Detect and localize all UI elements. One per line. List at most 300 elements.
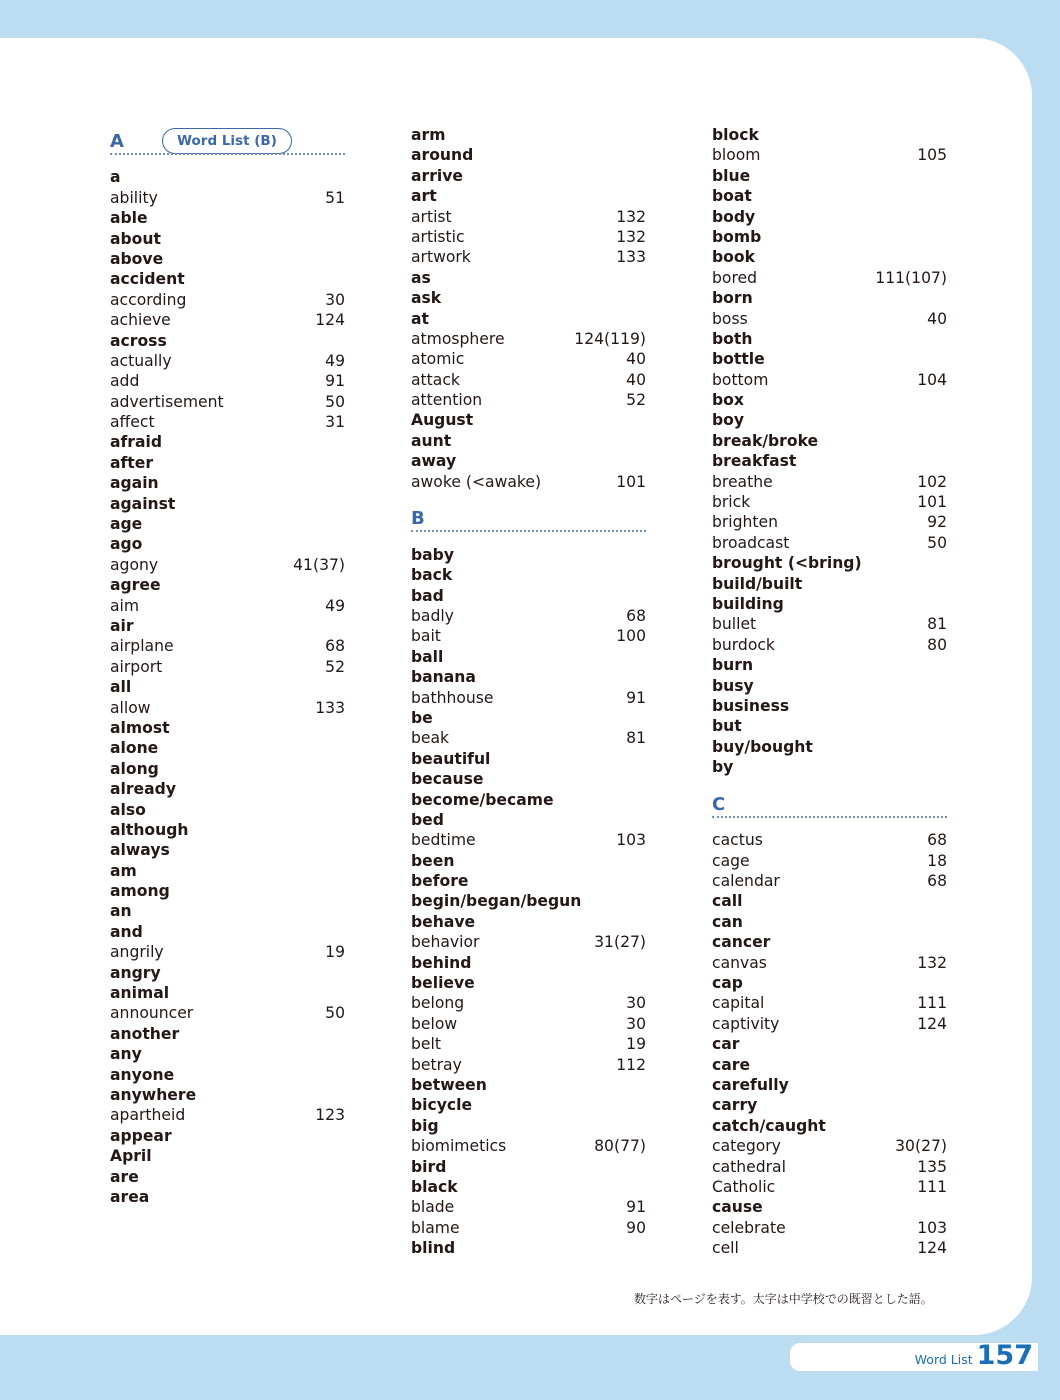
word-text: allow bbox=[110, 698, 151, 717]
word-text: canvas bbox=[712, 953, 767, 972]
word-entry bbox=[411, 953, 646, 973]
word-entry bbox=[712, 871, 947, 891]
word-entry bbox=[110, 759, 345, 779]
word-entry bbox=[411, 993, 646, 1013]
word-text: appear bbox=[110, 1126, 172, 1145]
section-heading bbox=[110, 125, 345, 155]
page-ref: 31 bbox=[325, 413, 345, 432]
word-text: air bbox=[110, 616, 134, 635]
word-text: always bbox=[110, 841, 170, 860]
word-entry bbox=[712, 891, 947, 911]
word-entry bbox=[712, 1075, 947, 1095]
word-entry bbox=[110, 188, 345, 208]
word-entry bbox=[411, 912, 646, 932]
word-text: boss bbox=[712, 309, 748, 328]
word-text: above bbox=[110, 249, 164, 268]
word-entry bbox=[411, 370, 646, 390]
word-text: betray bbox=[411, 1055, 462, 1074]
word-entry bbox=[411, 769, 646, 789]
word-text: breathe bbox=[712, 472, 773, 491]
word-entry bbox=[110, 840, 345, 860]
word-entry bbox=[110, 575, 345, 595]
page-ref: 81 bbox=[626, 729, 646, 748]
word-text: April bbox=[110, 1147, 152, 1166]
word-entry bbox=[411, 1075, 646, 1095]
word-entry bbox=[712, 125, 947, 145]
word-entry bbox=[110, 269, 345, 289]
word-entry bbox=[110, 514, 345, 534]
word-entry bbox=[110, 453, 345, 473]
word-text: below bbox=[411, 1014, 458, 1033]
page-ref: 101 bbox=[616, 472, 646, 491]
word-entry bbox=[411, 728, 646, 748]
word-entry bbox=[712, 370, 947, 390]
word-entry bbox=[712, 288, 947, 308]
word-entry bbox=[110, 432, 345, 452]
footer-label: Word List bbox=[914, 1352, 973, 1367]
page-ref: 111(107) bbox=[875, 268, 947, 287]
word-text: belt bbox=[411, 1035, 441, 1054]
word-entry bbox=[110, 698, 345, 718]
word-entry bbox=[712, 851, 947, 871]
word-text: captivity bbox=[712, 1014, 780, 1033]
word-entry bbox=[712, 431, 947, 451]
legend-note: 数字はページを表す。太字は中学校での既習とした語。 bbox=[634, 1292, 933, 1306]
word-entry bbox=[110, 1044, 345, 1064]
word-entry bbox=[712, 655, 947, 675]
word-entry bbox=[411, 1055, 646, 1075]
word-text: back bbox=[411, 566, 453, 585]
word-entry bbox=[712, 1014, 947, 1034]
word-entry bbox=[411, 349, 646, 369]
word-text: blue bbox=[712, 166, 751, 185]
word-entry bbox=[712, 227, 947, 247]
section-heading bbox=[712, 788, 947, 818]
page-ref: 133 bbox=[315, 698, 345, 717]
word-text: among bbox=[110, 882, 170, 901]
word-entry bbox=[411, 810, 646, 830]
word-text: ability bbox=[110, 188, 158, 207]
page-ref: 41(37) bbox=[293, 555, 345, 574]
word-text: burn bbox=[712, 656, 754, 675]
page-ref: 102 bbox=[917, 472, 947, 491]
word-text: bird bbox=[411, 1157, 447, 1176]
section-letter: B bbox=[411, 508, 425, 530]
word-text: according bbox=[110, 290, 187, 309]
word-text: behave bbox=[411, 912, 476, 931]
word-entry bbox=[110, 1187, 345, 1207]
word-text: by bbox=[712, 758, 734, 777]
page-ref: 112 bbox=[616, 1055, 646, 1074]
word-text: beautiful bbox=[411, 749, 491, 768]
word-entry bbox=[411, 166, 646, 186]
word-text: building bbox=[712, 594, 784, 613]
word-text: behavior bbox=[411, 933, 480, 952]
word-text: big bbox=[411, 1116, 439, 1135]
word-entry bbox=[110, 1105, 345, 1125]
word-entry bbox=[712, 410, 947, 430]
page-ref: 19 bbox=[325, 943, 345, 962]
word-entry bbox=[110, 820, 345, 840]
word-text: artistic bbox=[411, 227, 465, 246]
word-text: boat bbox=[712, 187, 752, 206]
word-entry bbox=[110, 1146, 345, 1166]
word-entry bbox=[110, 657, 345, 677]
word-entry bbox=[712, 1034, 947, 1054]
page-ref: 52 bbox=[626, 391, 646, 410]
word-text: any bbox=[110, 1045, 142, 1064]
word-entry bbox=[712, 145, 947, 165]
word-text: arrive bbox=[411, 166, 463, 185]
word-list-label: Word List (B) bbox=[162, 128, 292, 154]
word-entry bbox=[110, 1003, 345, 1023]
word-entry bbox=[712, 166, 947, 186]
word-entry bbox=[411, 145, 646, 165]
word-entry bbox=[110, 800, 345, 820]
word-entry bbox=[110, 351, 345, 371]
word-text: almost bbox=[110, 718, 170, 737]
word-text: cap bbox=[712, 974, 743, 993]
word-text: because bbox=[411, 770, 484, 789]
word-entry bbox=[411, 626, 646, 646]
word-entry bbox=[712, 635, 947, 655]
word-text: all bbox=[110, 678, 132, 697]
word-text: across bbox=[110, 331, 167, 350]
word-text: accident bbox=[110, 270, 185, 289]
word-entry bbox=[712, 1055, 947, 1075]
page-ref: 105 bbox=[917, 146, 947, 165]
word-text: born bbox=[712, 289, 753, 308]
page-ref: 124(119) bbox=[574, 329, 646, 348]
word-entry bbox=[411, 451, 646, 471]
word-text: another bbox=[110, 1024, 180, 1043]
word-entry bbox=[411, 667, 646, 687]
word-entry bbox=[411, 749, 646, 769]
word-text: cactus bbox=[712, 831, 763, 850]
word-entry bbox=[411, 390, 646, 410]
word-text: add bbox=[110, 372, 140, 391]
page-ref: 30 bbox=[626, 1014, 646, 1033]
word-entry bbox=[411, 891, 646, 911]
word-text: become/became bbox=[411, 790, 554, 809]
word-entry bbox=[712, 1136, 947, 1156]
word-entry bbox=[110, 412, 345, 432]
word-text: banana bbox=[411, 668, 476, 687]
word-text: aim bbox=[110, 596, 140, 615]
word-text: atomic bbox=[411, 350, 465, 369]
word-entry bbox=[712, 676, 947, 696]
word-text: at bbox=[411, 309, 429, 328]
word-entry bbox=[411, 932, 646, 952]
word-text: burdock bbox=[712, 635, 775, 654]
word-entry bbox=[110, 371, 345, 391]
page-ref: 50 bbox=[927, 533, 947, 552]
word-entry bbox=[712, 1157, 947, 1177]
word-text: capital bbox=[712, 994, 765, 1013]
page-ref: 30(27) bbox=[895, 1137, 947, 1156]
word-text: actually bbox=[110, 351, 172, 370]
word-entry bbox=[712, 830, 947, 850]
word-text: category bbox=[712, 1137, 781, 1156]
word-entry bbox=[110, 636, 345, 656]
page-ref: 52 bbox=[325, 657, 345, 676]
word-entry bbox=[110, 901, 345, 921]
column-c bbox=[712, 125, 947, 1258]
page-ref: 132 bbox=[616, 207, 646, 226]
word-entry bbox=[110, 963, 345, 983]
page-ref: 80 bbox=[927, 635, 947, 654]
word-entry bbox=[712, 533, 947, 553]
word-text: business bbox=[712, 696, 790, 715]
word-entry bbox=[712, 1218, 947, 1238]
word-text: bored bbox=[712, 268, 757, 287]
word-text: although bbox=[110, 820, 189, 839]
page-ref: 133 bbox=[616, 248, 646, 267]
word-text: around bbox=[411, 146, 474, 165]
word-text: blind bbox=[411, 1239, 456, 1258]
word-text: alone bbox=[110, 739, 159, 758]
word-text: affect bbox=[110, 413, 155, 432]
word-entry bbox=[110, 861, 345, 881]
word-text: carry bbox=[712, 1096, 758, 1115]
word-entry bbox=[712, 614, 947, 634]
word-text: block bbox=[712, 126, 759, 144]
word-text: begin/began/begun bbox=[411, 892, 582, 911]
word-entry bbox=[712, 186, 947, 206]
word-entry bbox=[411, 606, 646, 626]
word-entry bbox=[411, 247, 646, 267]
word-text: ask bbox=[411, 289, 442, 308]
word-entry bbox=[712, 451, 947, 471]
word-entry bbox=[712, 268, 947, 288]
word-text: but bbox=[712, 717, 742, 736]
word-entry bbox=[110, 677, 345, 697]
page-ref: 111 bbox=[917, 994, 947, 1013]
page-ref: 101 bbox=[917, 493, 947, 512]
page-ref: 49 bbox=[325, 351, 345, 370]
page-ref: 50 bbox=[325, 1004, 345, 1023]
word-text: boy bbox=[712, 411, 745, 430]
word-text: apartheid bbox=[110, 1106, 186, 1125]
page-ref: 92 bbox=[927, 513, 947, 532]
word-text: art bbox=[411, 187, 437, 206]
page-ref: 91 bbox=[325, 372, 345, 391]
word-text: between bbox=[411, 1075, 487, 1094]
word-entry bbox=[712, 696, 947, 716]
word-text: breakfast bbox=[712, 452, 797, 471]
section-heading bbox=[411, 502, 646, 532]
page-ref: 135 bbox=[917, 1157, 947, 1176]
word-text: carefully bbox=[712, 1075, 789, 1094]
word-text: afraid bbox=[110, 433, 163, 452]
word-entry bbox=[411, 871, 646, 891]
word-entry bbox=[411, 227, 646, 247]
page-ref: 103 bbox=[616, 831, 646, 850]
word-entry bbox=[110, 596, 345, 616]
page-ref: 40 bbox=[927, 309, 947, 328]
word-entry bbox=[712, 912, 947, 932]
word-entry bbox=[110, 494, 345, 514]
page-ref: 124 bbox=[917, 1014, 947, 1033]
word-text: an bbox=[110, 902, 132, 921]
word-entry bbox=[110, 249, 345, 269]
word-text: blade bbox=[411, 1198, 455, 1217]
word-entry bbox=[712, 512, 947, 532]
word-text: celebrate bbox=[712, 1218, 786, 1237]
word-entry bbox=[411, 545, 646, 565]
word-entry bbox=[110, 229, 345, 249]
word-entry bbox=[712, 309, 947, 329]
word-entry bbox=[110, 718, 345, 738]
word-entry bbox=[712, 1238, 947, 1258]
page-ref: 18 bbox=[927, 851, 947, 870]
word-text: after bbox=[110, 453, 154, 472]
word-entry bbox=[411, 472, 646, 492]
word-entry bbox=[712, 207, 947, 227]
word-entry bbox=[411, 431, 646, 451]
word-entry bbox=[411, 268, 646, 288]
word-text: bullet bbox=[712, 615, 757, 634]
word-entry bbox=[411, 1116, 646, 1136]
word-text: calendar bbox=[712, 872, 780, 891]
word-entry bbox=[411, 1095, 646, 1115]
page-ref: 103 bbox=[917, 1218, 947, 1237]
word-text: a bbox=[110, 168, 121, 187]
word-entry bbox=[110, 1024, 345, 1044]
word-text: artist bbox=[411, 207, 452, 226]
word-text: atmosphere bbox=[411, 329, 505, 348]
word-text: before bbox=[411, 872, 469, 891]
page-ref: 30 bbox=[626, 994, 646, 1013]
word-text: as bbox=[411, 268, 431, 287]
word-entry bbox=[712, 390, 947, 410]
page-ref: 132 bbox=[616, 227, 646, 246]
word-entry bbox=[411, 973, 646, 993]
word-text: beak bbox=[411, 729, 450, 748]
word-entry bbox=[411, 830, 646, 850]
word-entry bbox=[712, 932, 947, 952]
word-text: bottle bbox=[712, 350, 765, 369]
word-entry bbox=[712, 492, 947, 512]
word-text: brought (<bring) bbox=[712, 554, 862, 573]
word-text: bottom bbox=[712, 370, 769, 389]
word-text: angry bbox=[110, 963, 161, 982]
word-entry bbox=[411, 1218, 646, 1238]
word-text: broadcast bbox=[712, 533, 790, 552]
page-ref: 68 bbox=[325, 637, 345, 656]
section-letter: A bbox=[110, 131, 124, 152]
word-text: believe bbox=[411, 974, 475, 993]
word-text: book bbox=[712, 248, 755, 267]
page-ref: 19 bbox=[626, 1035, 646, 1054]
page-ref: 30 bbox=[325, 290, 345, 309]
column-a bbox=[110, 125, 345, 1207]
section-spacer bbox=[411, 492, 646, 502]
word-entry bbox=[110, 167, 345, 187]
page-ref: 68 bbox=[626, 606, 646, 625]
page-ref: 68 bbox=[927, 831, 947, 850]
word-entry bbox=[712, 329, 947, 349]
word-text: bait bbox=[411, 627, 441, 646]
word-entry bbox=[712, 1095, 947, 1115]
word-entry bbox=[411, 586, 646, 606]
word-text: blame bbox=[411, 1218, 460, 1237]
word-text: build/built bbox=[712, 574, 803, 593]
word-entry bbox=[411, 309, 646, 329]
word-text: baby bbox=[411, 545, 455, 564]
word-text: about bbox=[110, 229, 161, 248]
word-entry bbox=[110, 1065, 345, 1085]
word-text: area bbox=[110, 1187, 150, 1206]
word-text: and bbox=[110, 922, 143, 941]
word-entry bbox=[110, 738, 345, 758]
page-ref: 49 bbox=[325, 596, 345, 615]
word-entry bbox=[110, 1126, 345, 1146]
word-text: buy/bought bbox=[712, 737, 813, 756]
page-ref: 80(77) bbox=[594, 1137, 646, 1156]
page-ref: 91 bbox=[626, 688, 646, 707]
word-text: cancer bbox=[712, 933, 771, 952]
word-entry bbox=[411, 851, 646, 871]
word-entry bbox=[110, 534, 345, 554]
word-entry bbox=[411, 410, 646, 430]
word-text: belong bbox=[411, 994, 465, 1013]
word-text: break/broke bbox=[712, 431, 819, 450]
word-text: catch/caught bbox=[712, 1116, 826, 1135]
word-text: brick bbox=[712, 493, 751, 512]
word-text: airplane bbox=[110, 637, 174, 656]
word-entry bbox=[110, 208, 345, 228]
word-entry bbox=[712, 716, 947, 736]
word-entry bbox=[110, 881, 345, 901]
page-footer bbox=[915, 1338, 1033, 1374]
word-text: car bbox=[712, 1035, 740, 1054]
word-text: agony bbox=[110, 555, 159, 574]
word-text: airport bbox=[110, 657, 163, 676]
word-entry bbox=[110, 310, 345, 330]
word-entry bbox=[712, 973, 947, 993]
word-text: cell bbox=[712, 1239, 739, 1258]
word-text: already bbox=[110, 780, 176, 799]
word-text: cage bbox=[712, 851, 750, 870]
page-ref: 111 bbox=[917, 1177, 947, 1196]
word-entry bbox=[110, 331, 345, 351]
word-entry bbox=[712, 757, 947, 777]
word-text: August bbox=[411, 411, 474, 430]
word-entry bbox=[411, 1157, 646, 1177]
word-entry bbox=[411, 1197, 646, 1217]
word-entry bbox=[712, 594, 947, 614]
word-entry bbox=[110, 392, 345, 412]
word-entry bbox=[712, 993, 947, 1013]
word-text: attack bbox=[411, 370, 460, 389]
word-entry bbox=[411, 790, 646, 810]
word-text: Catholic bbox=[712, 1177, 776, 1196]
word-text: bloom bbox=[712, 146, 761, 165]
word-text: both bbox=[712, 329, 753, 348]
word-text: box bbox=[712, 391, 744, 410]
word-entry bbox=[411, 1177, 646, 1197]
page-ref: 40 bbox=[626, 350, 646, 369]
word-entry bbox=[411, 1034, 646, 1054]
word-text: are bbox=[110, 1167, 139, 1186]
word-text: anyone bbox=[110, 1065, 175, 1084]
word-text: cathedral bbox=[712, 1157, 786, 1176]
word-entry bbox=[411, 329, 646, 349]
word-entry bbox=[712, 349, 947, 369]
word-text: aunt bbox=[411, 431, 452, 450]
word-text: body bbox=[712, 207, 756, 226]
